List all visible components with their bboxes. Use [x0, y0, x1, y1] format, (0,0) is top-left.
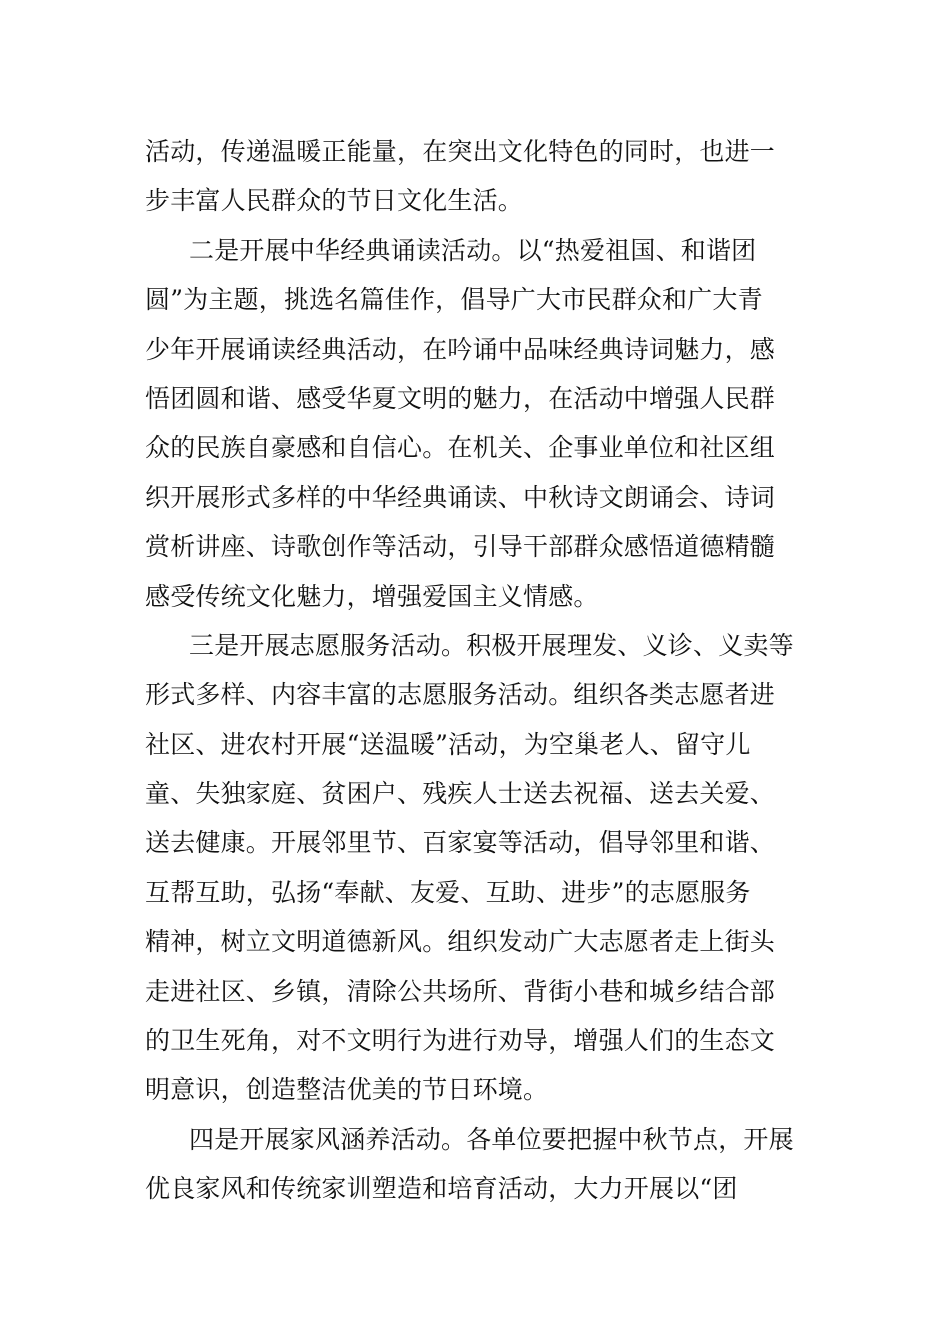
text-line: 送去健康。开展邻里节、百家宴等活动，倡导邻里和谐、 — [145, 828, 776, 858]
text-line: 少年开展诵读经典活动，在吟诵中品味经典诗词魅力，感 — [145, 334, 776, 364]
text-line: 悟团圆和谐、感受华夏文明的魅力，在活动中增强人民群 — [145, 383, 776, 413]
text-line: 感受传统文化魅力，增强爱国主义情感。 — [145, 581, 599, 611]
text-line: 赏析讲座、诗歌创作等活动，引导干部群众感悟道德精髓 — [145, 532, 776, 562]
text-line: 互帮互助，弘扬“奉献、友爱、互助、进步”的志愿服务 — [145, 877, 751, 907]
text-line: 精神，树立文明道德新风。组织发动广大志愿者走上街头 — [145, 927, 776, 957]
text-line: 走进社区、乡镇，清除公共场所、背街小巷和城乡结合部 — [145, 976, 776, 1006]
text-line: 形式多样、内容丰富的志愿服务活动。组织各类志愿者进 — [145, 680, 776, 710]
paragraph-first-line: 二是开展中华经典诵读活动。以“热爱祖国、和谐团 — [189, 235, 757, 265]
text-line: 活动，传递温暖正能量，在突出文化特色的同时，也进一 — [145, 137, 776, 166]
text-line: 圆”为主题，挑选名篇佳作，倡导广大市民群众和广大青 — [145, 285, 763, 315]
paragraph-first-line: 三是开展志愿服务活动。积极开展理发、义诊、义卖等 — [189, 630, 794, 660]
paragraph-first-line: 四是开展家风涵养活动。各单位要把握中秋节点，开展 — [189, 1124, 794, 1154]
text-line: 众的民族自豪感和自信心。在机关、企事业单位和社区组 — [145, 433, 776, 463]
text-line: 步丰富人民群众的节日文化生活。 — [145, 186, 524, 216]
text-line: 的卫生死角，对不文明行为进行劝导，增强人们的生态文 — [145, 1026, 776, 1056]
text-line: 社区、进农村开展“送温暖”活动，为空巢老人、留守儿 — [145, 729, 751, 759]
text-line: 织开展形式多样的中华经典诵读、中秋诗文朗诵会、诗词 — [145, 482, 776, 512]
text-line: 童、失独家庭、贫困户、残疾人士送去祝福、送去关爱、 — [145, 779, 776, 809]
text-line: 明意识，创造整洁优美的节日环境。 — [145, 1075, 549, 1105]
document-body — [145, 127, 815, 1214]
text-line: 优良家风和传统家训塑造和培育活动，大力开展以“团 — [145, 1174, 738, 1204]
